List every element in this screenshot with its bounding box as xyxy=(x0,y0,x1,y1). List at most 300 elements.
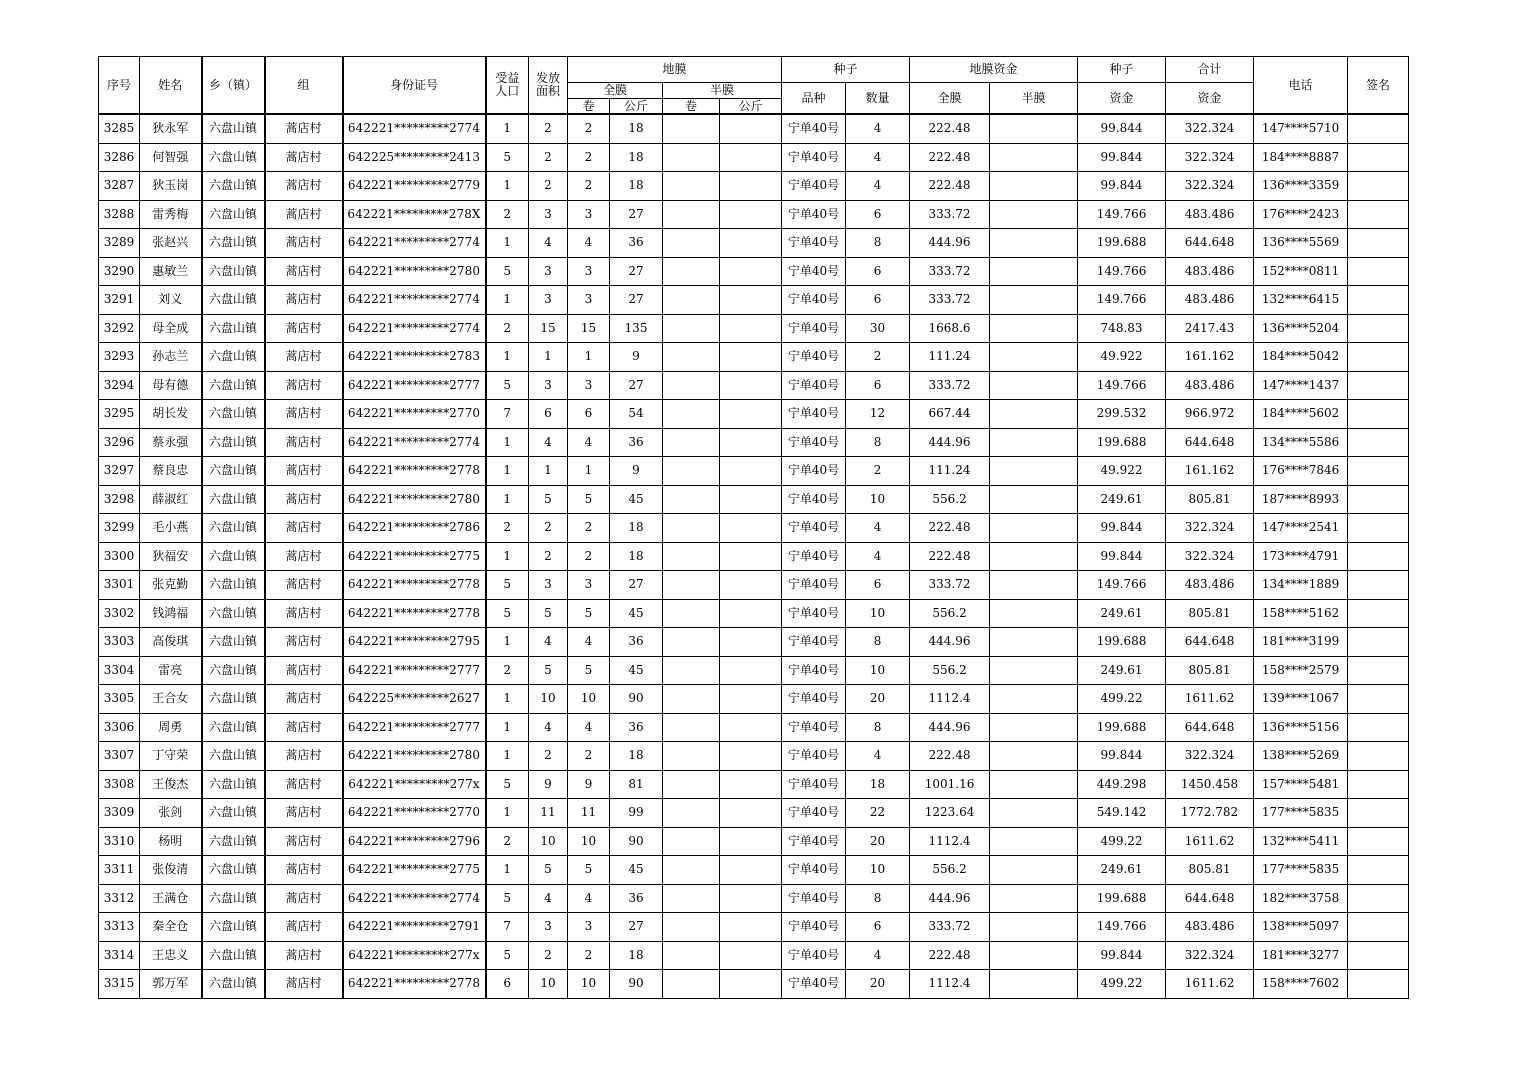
cell-group: 蒿店村 xyxy=(265,200,343,229)
cell-full-roll: 11 xyxy=(568,799,610,828)
cell-township: 六盘山镇 xyxy=(202,941,265,970)
cell-total-funds: 805.81 xyxy=(1166,599,1254,628)
cell-id-number: 642221*********2774 xyxy=(343,229,486,258)
cell-half-film-funds xyxy=(990,656,1078,685)
cell-group: 蒿店村 xyxy=(265,713,343,742)
cell-quantity: 6 xyxy=(846,257,910,286)
cell-seed-funds: 99.844 xyxy=(1078,114,1166,143)
cell-full-roll: 2 xyxy=(568,742,610,771)
cell-beneficiaries: 1 xyxy=(486,742,529,771)
cell-id-number: 642221*********2778 xyxy=(343,599,486,628)
cell-beneficiaries: 1 xyxy=(486,229,529,258)
cell-township: 六盘山镇 xyxy=(202,371,265,400)
cell-quantity: 10 xyxy=(846,485,910,514)
cell-variety: 宁单40号 xyxy=(782,514,846,543)
cell-half-roll xyxy=(663,799,720,828)
header-name: 姓名 xyxy=(140,57,202,115)
cell-half-roll xyxy=(663,400,720,429)
cell-phone: 177****5835 xyxy=(1254,856,1348,885)
header-full-film: 全膜 xyxy=(568,83,663,99)
cell-full-film-funds: 333.72 xyxy=(910,257,990,286)
cell-beneficiaries: 5 xyxy=(486,941,529,970)
cell-phone: 176****2423 xyxy=(1254,200,1348,229)
table-row xyxy=(99,542,1409,571)
cell-area: 2 xyxy=(529,742,568,771)
cell-half-roll xyxy=(663,286,720,315)
table-row xyxy=(99,114,1409,143)
cell-area: 2 xyxy=(529,143,568,172)
cell-full-kg: 9 xyxy=(610,457,663,486)
cell-seed-funds: 99.844 xyxy=(1078,542,1166,571)
table-row xyxy=(99,941,1409,970)
cell-area: 4 xyxy=(529,229,568,258)
cell-area: 4 xyxy=(529,628,568,657)
cell-full-film-funds: 1112.4 xyxy=(910,827,990,856)
cell-beneficiaries: 5 xyxy=(486,770,529,799)
cell-full-roll: 1 xyxy=(568,343,610,372)
cell-quantity: 20 xyxy=(846,827,910,856)
table-row xyxy=(99,257,1409,286)
cell-full-film-funds: 444.96 xyxy=(910,713,990,742)
cell-half-roll xyxy=(663,856,720,885)
cell-half-roll xyxy=(663,314,720,343)
cell-phone: 132****6415 xyxy=(1254,286,1348,315)
cell-seq: 3302 xyxy=(99,599,140,628)
cell-half-film-funds xyxy=(990,742,1078,771)
cell-half-kg xyxy=(720,428,782,457)
cell-signature xyxy=(1348,428,1409,457)
cell-signature xyxy=(1348,514,1409,543)
table-row xyxy=(99,200,1409,229)
cell-half-kg xyxy=(720,571,782,600)
cell-seed-funds: 249.61 xyxy=(1078,485,1166,514)
cell-quantity: 8 xyxy=(846,713,910,742)
cell-group: 蒿店村 xyxy=(265,457,343,486)
cell-variety: 宁单40号 xyxy=(782,685,846,714)
cell-name: 蔡永强 xyxy=(140,428,202,457)
cell-half-film-funds xyxy=(990,799,1078,828)
cell-phone: 181****3199 xyxy=(1254,628,1348,657)
header-id-number: 身份证号 xyxy=(343,57,486,115)
header-half-film-funds: 半膜 xyxy=(990,83,1078,115)
cell-seed-funds: 549.142 xyxy=(1078,799,1166,828)
cell-variety: 宁单40号 xyxy=(782,286,846,315)
cell-half-roll xyxy=(663,428,720,457)
cell-beneficiaries: 1 xyxy=(486,542,529,571)
cell-quantity: 4 xyxy=(846,742,910,771)
cell-area: 2 xyxy=(529,542,568,571)
cell-half-kg xyxy=(720,400,782,429)
cell-half-kg xyxy=(720,685,782,714)
cell-full-kg: 27 xyxy=(610,913,663,942)
cell-quantity: 22 xyxy=(846,799,910,828)
cell-full-kg: 18 xyxy=(610,114,663,143)
cell-area: 11 xyxy=(529,799,568,828)
cell-half-roll xyxy=(663,343,720,372)
cell-group: 蒿店村 xyxy=(265,229,343,258)
cell-half-kg xyxy=(720,799,782,828)
cell-half-film-funds xyxy=(990,827,1078,856)
cell-half-kg xyxy=(720,229,782,258)
cell-seq: 3293 xyxy=(99,343,140,372)
table-row xyxy=(99,371,1409,400)
cell-quantity: 20 xyxy=(846,685,910,714)
cell-name: 秦全仓 xyxy=(140,913,202,942)
cell-area: 5 xyxy=(529,599,568,628)
cell-total-funds: 805.81 xyxy=(1166,856,1254,885)
cell-phone: 138****5269 xyxy=(1254,742,1348,771)
cell-total-funds: 483.486 xyxy=(1166,913,1254,942)
cell-variety: 宁单40号 xyxy=(782,371,846,400)
cell-beneficiaries: 5 xyxy=(486,571,529,600)
cell-beneficiaries: 2 xyxy=(486,827,529,856)
cell-beneficiaries: 5 xyxy=(486,257,529,286)
cell-group: 蒿店村 xyxy=(265,656,343,685)
cell-seed-funds: 249.61 xyxy=(1078,856,1166,885)
table-row xyxy=(99,172,1409,201)
cell-full-film-funds: 222.48 xyxy=(910,114,990,143)
header-film-funds: 地膜资金 xyxy=(910,57,1078,83)
cell-full-roll: 3 xyxy=(568,286,610,315)
cell-phone: 158****2579 xyxy=(1254,656,1348,685)
table-row xyxy=(99,656,1409,685)
cell-total-funds: 322.324 xyxy=(1166,514,1254,543)
cell-full-kg: 18 xyxy=(610,172,663,201)
cell-quantity: 8 xyxy=(846,229,910,258)
cell-seed-funds: 199.688 xyxy=(1078,229,1166,258)
cell-full-roll: 3 xyxy=(568,200,610,229)
cell-township: 六盘山镇 xyxy=(202,856,265,885)
cell-variety: 宁单40号 xyxy=(782,172,846,201)
cell-total-funds: 322.324 xyxy=(1166,542,1254,571)
table-row xyxy=(99,884,1409,913)
cell-id-number: 642221*********2783 xyxy=(343,343,486,372)
cell-full-film-funds: 222.48 xyxy=(910,542,990,571)
cell-beneficiaries: 1 xyxy=(486,685,529,714)
cell-total-funds: 1611.62 xyxy=(1166,685,1254,714)
cell-full-roll: 2 xyxy=(568,941,610,970)
cell-total-funds: 805.81 xyxy=(1166,485,1254,514)
cell-total-funds: 161.162 xyxy=(1166,343,1254,372)
cell-full-kg: 18 xyxy=(610,514,663,543)
cell-quantity: 10 xyxy=(846,856,910,885)
table-row xyxy=(99,628,1409,657)
cell-quantity: 8 xyxy=(846,628,910,657)
cell-name: 狄玉岗 xyxy=(140,172,202,201)
cell-half-film-funds xyxy=(990,200,1078,229)
cell-group: 蒿店村 xyxy=(265,941,343,970)
cell-half-kg xyxy=(720,143,782,172)
cell-half-film-funds xyxy=(990,970,1078,999)
cell-total-funds: 322.324 xyxy=(1166,172,1254,201)
table-row xyxy=(99,286,1409,315)
cell-beneficiaries: 7 xyxy=(486,913,529,942)
cell-township: 六盘山镇 xyxy=(202,742,265,771)
cell-half-film-funds xyxy=(990,485,1078,514)
cell-full-roll: 1 xyxy=(568,457,610,486)
cell-id-number: 642221*********2778 xyxy=(343,457,486,486)
table-row xyxy=(99,428,1409,457)
cell-total-funds: 644.648 xyxy=(1166,713,1254,742)
cell-half-kg xyxy=(720,485,782,514)
cell-name: 母全成 xyxy=(140,314,202,343)
header-half-kg: 公斤 xyxy=(720,99,782,115)
cell-seq: 3309 xyxy=(99,799,140,828)
cell-quantity: 2 xyxy=(846,457,910,486)
cell-township: 六盘山镇 xyxy=(202,143,265,172)
cell-quantity: 20 xyxy=(846,970,910,999)
cell-half-roll xyxy=(663,514,720,543)
table-row xyxy=(99,514,1409,543)
cell-half-kg xyxy=(720,941,782,970)
cell-seed-funds: 99.844 xyxy=(1078,742,1166,771)
cell-name: 郭万军 xyxy=(140,970,202,999)
cell-half-film-funds xyxy=(990,314,1078,343)
header-seq: 序号 xyxy=(99,57,140,115)
cell-township: 六盘山镇 xyxy=(202,571,265,600)
header-group: 组 xyxy=(265,57,343,115)
cell-full-roll: 3 xyxy=(568,913,610,942)
cell-full-roll: 9 xyxy=(568,770,610,799)
table-row xyxy=(99,457,1409,486)
cell-full-roll: 10 xyxy=(568,827,610,856)
cell-signature xyxy=(1348,770,1409,799)
cell-signature xyxy=(1348,685,1409,714)
cell-seq: 3298 xyxy=(99,485,140,514)
cell-half-film-funds xyxy=(990,913,1078,942)
cell-id-number: 642221*********2780 xyxy=(343,742,486,771)
cell-quantity: 4 xyxy=(846,542,910,571)
header-full-kg: 公斤 xyxy=(610,99,663,115)
cell-half-film-funds xyxy=(990,229,1078,258)
cell-township: 六盘山镇 xyxy=(202,542,265,571)
cell-seq: 3311 xyxy=(99,856,140,885)
cell-phone: 158****5162 xyxy=(1254,599,1348,628)
table-row xyxy=(99,770,1409,799)
cell-area: 5 xyxy=(529,856,568,885)
cell-variety: 宁单40号 xyxy=(782,428,846,457)
cell-seq: 3301 xyxy=(99,571,140,600)
table-row xyxy=(99,571,1409,600)
cell-half-film-funds xyxy=(990,628,1078,657)
cell-township: 六盘山镇 xyxy=(202,314,265,343)
cell-beneficiaries: 5 xyxy=(486,371,529,400)
cell-full-kg: 27 xyxy=(610,371,663,400)
cell-phone: 136****5204 xyxy=(1254,314,1348,343)
cell-seed-funds: 199.688 xyxy=(1078,884,1166,913)
cell-half-roll xyxy=(663,200,720,229)
cell-full-roll: 3 xyxy=(568,257,610,286)
cell-total-funds: 483.486 xyxy=(1166,286,1254,315)
cell-township: 六盘山镇 xyxy=(202,799,265,828)
cell-half-film-funds xyxy=(990,257,1078,286)
cell-township: 六盘山镇 xyxy=(202,172,265,201)
cell-variety: 宁单40号 xyxy=(782,713,846,742)
cell-phone: 134****1889 xyxy=(1254,571,1348,600)
cell-half-roll xyxy=(663,485,720,514)
cell-full-kg: 90 xyxy=(610,970,663,999)
cell-group: 蒿店村 xyxy=(265,400,343,429)
cell-half-roll xyxy=(663,172,720,201)
header-film: 地膜 xyxy=(568,57,782,83)
cell-signature xyxy=(1348,799,1409,828)
cell-beneficiaries: 5 xyxy=(486,884,529,913)
cell-quantity: 10 xyxy=(846,599,910,628)
cell-total-funds: 644.648 xyxy=(1166,884,1254,913)
cell-name: 高俊琪 xyxy=(140,628,202,657)
cell-full-kg: 99 xyxy=(610,799,663,828)
cell-name: 张克勤 xyxy=(140,571,202,600)
cell-group: 蒿店村 xyxy=(265,314,343,343)
cell-full-film-funds: 111.24 xyxy=(910,343,990,372)
cell-beneficiaries: 5 xyxy=(486,599,529,628)
cell-half-roll xyxy=(663,114,720,143)
cell-group: 蒿店村 xyxy=(265,343,343,372)
cell-half-kg xyxy=(720,656,782,685)
cell-half-roll xyxy=(663,457,720,486)
cell-area: 2 xyxy=(529,941,568,970)
cell-half-kg xyxy=(720,314,782,343)
cell-id-number: 642221*********2796 xyxy=(343,827,486,856)
cell-group: 蒿店村 xyxy=(265,827,343,856)
cell-beneficiaries: 1 xyxy=(486,713,529,742)
cell-group: 蒿店村 xyxy=(265,685,343,714)
cell-phone: 177****5835 xyxy=(1254,799,1348,828)
cell-quantity: 4 xyxy=(846,143,910,172)
cell-group: 蒿店村 xyxy=(265,143,343,172)
cell-full-kg: 18 xyxy=(610,742,663,771)
cell-total-funds: 805.81 xyxy=(1166,656,1254,685)
cell-full-roll: 2 xyxy=(568,542,610,571)
cell-id-number: 642221*********2795 xyxy=(343,628,486,657)
cell-name: 张剑 xyxy=(140,799,202,828)
cell-variety: 宁单40号 xyxy=(782,314,846,343)
table-row xyxy=(99,913,1409,942)
cell-half-roll xyxy=(663,656,720,685)
cell-half-roll xyxy=(663,884,720,913)
cell-phone: 147****1437 xyxy=(1254,371,1348,400)
cell-group: 蒿店村 xyxy=(265,913,343,942)
cell-seed-funds: 149.766 xyxy=(1078,913,1166,942)
cell-total-funds: 1772.782 xyxy=(1166,799,1254,828)
cell-township: 六盘山镇 xyxy=(202,286,265,315)
cell-variety: 宁单40号 xyxy=(782,257,846,286)
cell-phone: 136****5569 xyxy=(1254,229,1348,258)
cell-township: 六盘山镇 xyxy=(202,457,265,486)
cell-name: 王合女 xyxy=(140,685,202,714)
cell-full-film-funds: 667.44 xyxy=(910,400,990,429)
cell-name: 蔡良忠 xyxy=(140,457,202,486)
cell-area: 4 xyxy=(529,713,568,742)
cell-full-film-funds: 444.96 xyxy=(910,628,990,657)
cell-full-roll: 5 xyxy=(568,485,610,514)
cell-seed-funds: 199.688 xyxy=(1078,713,1166,742)
cell-id-number: 642221*********278X xyxy=(343,200,486,229)
cell-variety: 宁单40号 xyxy=(782,400,846,429)
cell-variety: 宁单40号 xyxy=(782,542,846,571)
cell-township: 六盘山镇 xyxy=(202,428,265,457)
cell-half-film-funds xyxy=(990,713,1078,742)
cell-variety: 宁单40号 xyxy=(782,571,846,600)
cell-full-kg: 18 xyxy=(610,542,663,571)
cell-total-funds: 161.162 xyxy=(1166,457,1254,486)
header-variety: 品种 xyxy=(782,83,846,115)
cell-half-roll xyxy=(663,542,720,571)
cell-area: 3 xyxy=(529,257,568,286)
cell-beneficiaries: 2 xyxy=(486,314,529,343)
cell-half-kg xyxy=(720,114,782,143)
cell-quantity: 6 xyxy=(846,200,910,229)
cell-signature xyxy=(1348,856,1409,885)
cell-variety: 宁单40号 xyxy=(782,970,846,999)
cell-full-roll: 2 xyxy=(568,172,610,201)
cell-full-kg: 36 xyxy=(610,713,663,742)
cell-full-kg: 27 xyxy=(610,200,663,229)
cell-id-number: 642221*********2770 xyxy=(343,799,486,828)
cell-signature xyxy=(1348,913,1409,942)
cell-id-number: 642221*********2774 xyxy=(343,428,486,457)
cell-name: 雷亮 xyxy=(140,656,202,685)
cell-township: 六盘山镇 xyxy=(202,827,265,856)
cell-phone: 181****3277 xyxy=(1254,941,1348,970)
cell-id-number: 642221*********2791 xyxy=(343,913,486,942)
cell-full-film-funds: 1001.16 xyxy=(910,770,990,799)
header-area: 发放 面积 xyxy=(529,57,568,115)
cell-half-film-funds xyxy=(990,542,1078,571)
cell-half-film-funds xyxy=(990,514,1078,543)
cell-signature xyxy=(1348,742,1409,771)
cell-full-kg: 45 xyxy=(610,599,663,628)
cell-full-film-funds: 444.96 xyxy=(910,428,990,457)
cell-variety: 宁单40号 xyxy=(782,656,846,685)
cell-variety: 宁单40号 xyxy=(782,114,846,143)
table-row xyxy=(99,856,1409,885)
cell-full-kg: 135 xyxy=(610,314,663,343)
cell-seq: 3296 xyxy=(99,428,140,457)
cell-seq: 3313 xyxy=(99,913,140,942)
cell-quantity: 6 xyxy=(846,371,910,400)
cell-name: 王满仓 xyxy=(140,884,202,913)
cell-name: 雷秀梅 xyxy=(140,200,202,229)
cell-phone: 152****0811 xyxy=(1254,257,1348,286)
cell-name: 王忠义 xyxy=(140,941,202,970)
cell-quantity: 8 xyxy=(846,884,910,913)
cell-half-roll xyxy=(663,599,720,628)
cell-id-number: 642221*********2777 xyxy=(343,713,486,742)
cell-seed-funds: 99.844 xyxy=(1078,172,1166,201)
cell-total-funds: 322.324 xyxy=(1166,143,1254,172)
cell-phone: 136****3359 xyxy=(1254,172,1348,201)
cell-seq: 3289 xyxy=(99,229,140,258)
cell-full-film-funds: 333.72 xyxy=(910,571,990,600)
table-body xyxy=(99,114,1409,998)
cell-quantity: 12 xyxy=(846,400,910,429)
cell-name: 钱鸿福 xyxy=(140,599,202,628)
cell-full-roll: 5 xyxy=(568,856,610,885)
header-quantity: 数量 xyxy=(846,83,910,115)
cell-seq: 3315 xyxy=(99,970,140,999)
cell-total-funds: 322.324 xyxy=(1166,941,1254,970)
cell-seq: 3310 xyxy=(99,827,140,856)
table-row xyxy=(99,685,1409,714)
cell-area: 10 xyxy=(529,970,568,999)
cell-quantity: 6 xyxy=(846,913,910,942)
cell-quantity: 6 xyxy=(846,571,910,600)
cell-seed-funds: 199.688 xyxy=(1078,628,1166,657)
distribution-sheet xyxy=(98,56,1408,999)
cell-quantity: 4 xyxy=(846,941,910,970)
cell-id-number: 642221*********2777 xyxy=(343,656,486,685)
